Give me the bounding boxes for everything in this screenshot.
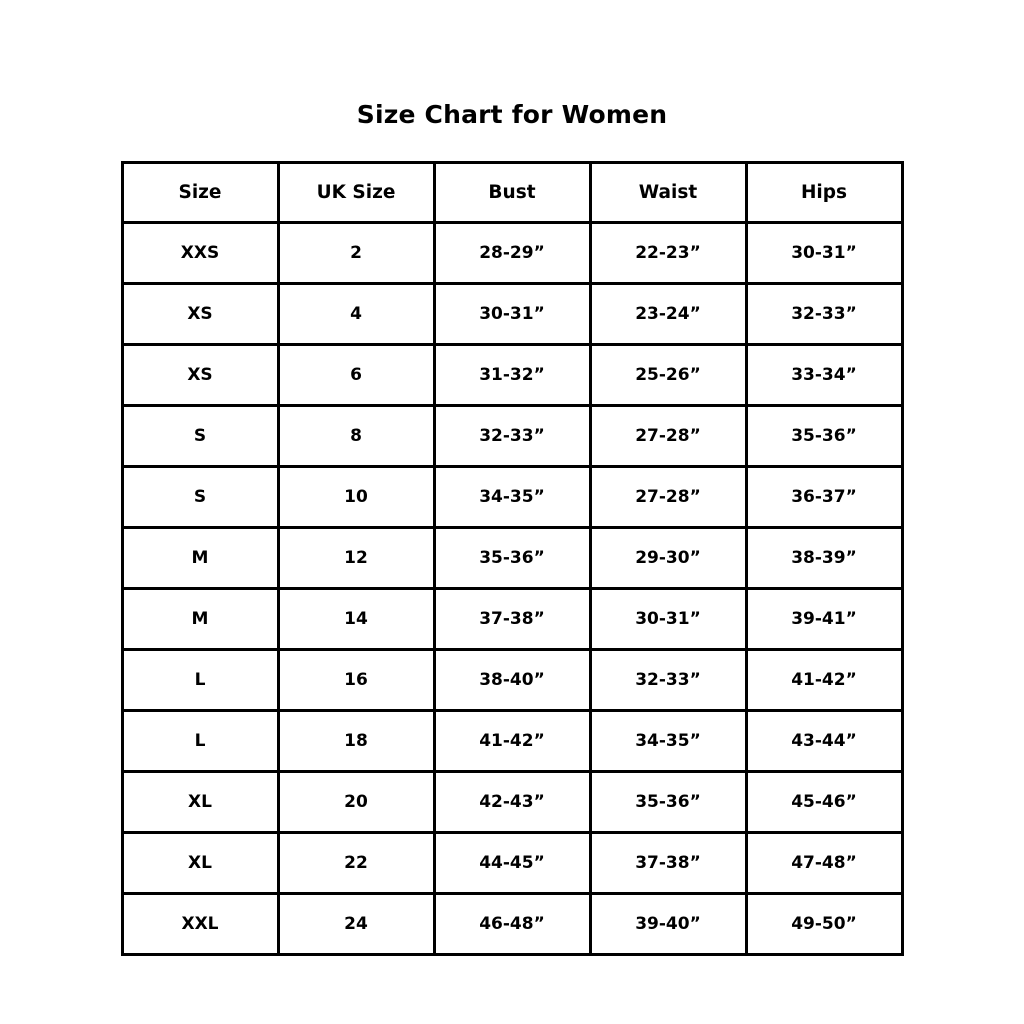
cell-bust: 42-43” (434, 772, 590, 833)
cell-waist: 37-38” (590, 833, 746, 894)
cell-uk-size: 24 (278, 894, 434, 955)
cell-waist: 27-28” (590, 467, 746, 528)
cell-uk-size: 12 (278, 528, 434, 589)
cell-waist: 32-33” (590, 650, 746, 711)
table-row (122, 894, 902, 955)
table-header (122, 163, 902, 223)
cell-hips: 35-36” (746, 406, 902, 467)
cell-waist: 34-35” (590, 711, 746, 772)
cell-waist: 23-24” (590, 284, 746, 345)
cell-hips: 38-39” (746, 528, 902, 589)
cell-waist: 29-30” (590, 528, 746, 589)
table-row (122, 223, 902, 284)
table-body (122, 223, 902, 955)
cell-uk-size: 16 (278, 650, 434, 711)
cell-size: S (122, 406, 278, 467)
table-row (122, 345, 902, 406)
cell-size: XXS (122, 223, 278, 284)
cell-size: S (122, 467, 278, 528)
cell-size: XS (122, 284, 278, 345)
cell-uk-size: 10 (278, 467, 434, 528)
cell-hips: 30-31” (746, 223, 902, 284)
cell-size: L (122, 650, 278, 711)
cell-uk-size: 18 (278, 711, 434, 772)
table-row (122, 833, 902, 894)
cell-uk-size: 22 (278, 833, 434, 894)
cell-bust: 46-48” (434, 894, 590, 955)
cell-waist: 27-28” (590, 406, 746, 467)
column-header-size: Size (122, 163, 278, 223)
cell-waist: 30-31” (590, 589, 746, 650)
table-row (122, 589, 902, 650)
cell-size: XS (122, 345, 278, 406)
cell-uk-size: 20 (278, 772, 434, 833)
cell-uk-size: 6 (278, 345, 434, 406)
cell-size: XL (122, 772, 278, 833)
cell-bust: 34-35” (434, 467, 590, 528)
cell-hips: 36-37” (746, 467, 902, 528)
cell-hips: 47-48” (746, 833, 902, 894)
size-table-container (121, 161, 904, 956)
cell-size: M (122, 528, 278, 589)
column-header-uk-size: UK Size (278, 163, 434, 223)
column-header-hips: Hips (746, 163, 902, 223)
cell-bust: 38-40” (434, 650, 590, 711)
cell-hips: 43-44” (746, 711, 902, 772)
cell-hips: 45-46” (746, 772, 902, 833)
cell-hips: 33-34” (746, 345, 902, 406)
cell-bust: 28-29” (434, 223, 590, 284)
page-title: Size Chart for Women (356, 100, 668, 129)
cell-waist: 22-23” (590, 223, 746, 284)
cell-hips: 49-50” (746, 894, 902, 955)
table-row (122, 650, 902, 711)
cell-size: XL (122, 833, 278, 894)
cell-bust: 31-32” (434, 345, 590, 406)
column-header-waist: Waist (590, 163, 746, 223)
column-header-bust: Bust (434, 163, 590, 223)
cell-bust: 30-31” (434, 284, 590, 345)
cell-uk-size: 8 (278, 406, 434, 467)
cell-bust: 32-33” (434, 406, 590, 467)
cell-size: M (122, 589, 278, 650)
table-row (122, 772, 902, 833)
cell-hips: 32-33” (746, 284, 902, 345)
cell-size: XXL (122, 894, 278, 955)
table-row (122, 284, 902, 345)
cell-size: L (122, 711, 278, 772)
table-row (122, 528, 902, 589)
cell-uk-size: 2 (278, 223, 434, 284)
cell-uk-size: 4 (278, 284, 434, 345)
table-row (122, 406, 902, 467)
cell-bust: 41-42” (434, 711, 590, 772)
cell-waist: 39-40” (590, 894, 746, 955)
size-table (121, 161, 904, 956)
cell-uk-size: 14 (278, 589, 434, 650)
cell-hips: 41-42” (746, 650, 902, 711)
cell-waist: 35-36” (590, 772, 746, 833)
table-row (122, 711, 902, 772)
cell-bust: 35-36” (434, 528, 590, 589)
cell-bust: 37-38” (434, 589, 590, 650)
table-header-row (122, 163, 902, 223)
table-row (122, 467, 902, 528)
cell-waist: 25-26” (590, 345, 746, 406)
cell-hips: 39-41” (746, 589, 902, 650)
cell-bust: 44-45” (434, 833, 590, 894)
